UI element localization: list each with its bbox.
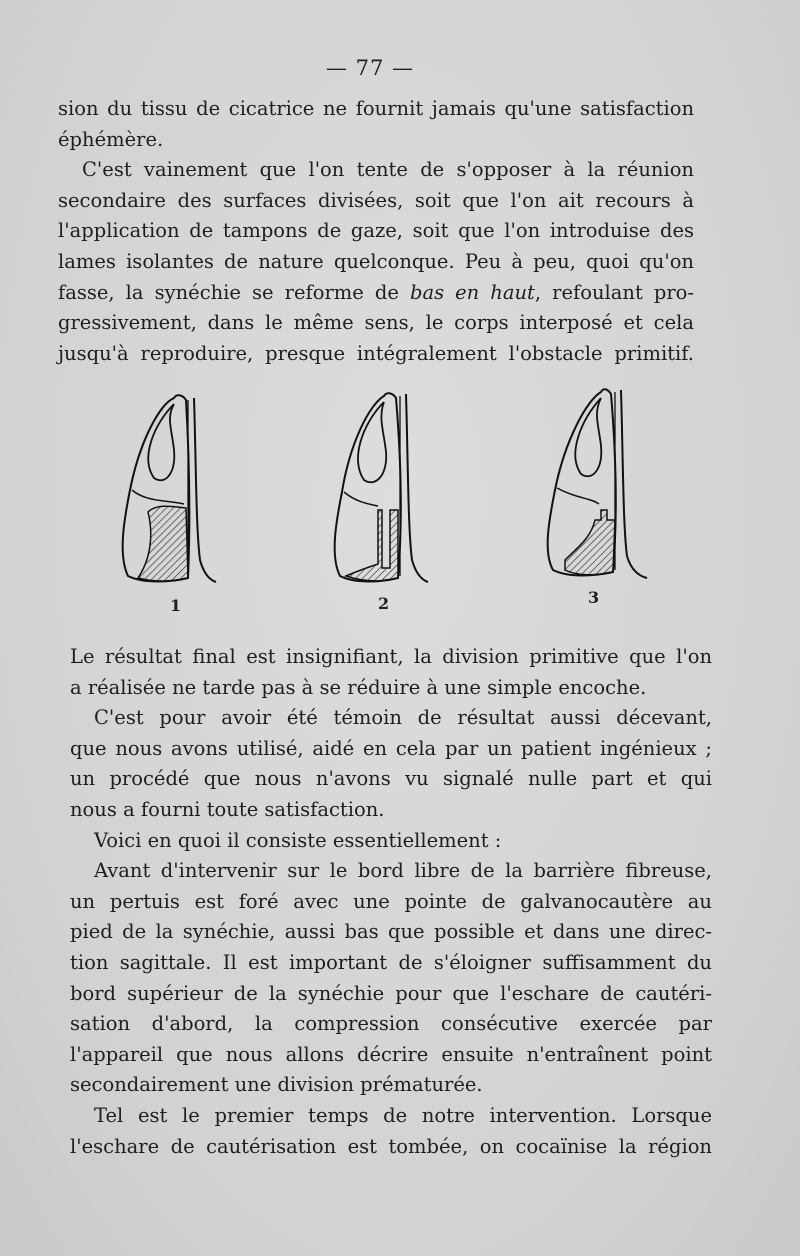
text-line: Voici en quoi il consiste essentiellement : xyxy=(94,828,502,852)
text-line: bord supérieur de la synéchie pour que l'eschare de cautéri- xyxy=(70,981,712,1005)
text-line: éphémère. xyxy=(58,127,164,151)
figure-3-diagram xyxy=(535,380,665,590)
text-line: Le résultat final est insignifiant, la division primitive que l'on xyxy=(70,645,712,668)
text-line: lames isolantes de nature quelconque. Peu à peu, quoi qu'on xyxy=(58,249,694,273)
text-line: un procédé que nous n'avons vu signalé nulle part et qui xyxy=(70,767,712,791)
figure-1-diagram xyxy=(110,380,240,590)
figure-label: 1 xyxy=(170,596,182,615)
text-line: jusqu'à reproduire, presque intégralement l'obstacle primitif. xyxy=(58,341,694,365)
text-line: l'appareil que nous allons décrire ensuite n'entraînent point xyxy=(70,1042,712,1066)
text-line: que nous avons utilisé, aidé en cela par un patient ingénieux ; xyxy=(70,736,712,760)
figure-label: 3 xyxy=(588,588,600,607)
text-line: sation d'abord, la compression consécutive exercée par xyxy=(70,1012,712,1036)
text-line: nous a fourni toute satisfaction. xyxy=(70,797,385,821)
text-block-top xyxy=(58,94,694,369)
italic-phrase: bas en haut xyxy=(409,280,535,304)
text-block-bottom xyxy=(70,642,712,1162)
text-line: Avant d'intervenir sur le bord libre de la barrière fibreuse, xyxy=(94,859,712,883)
text-line: pied de la synéchie, aussi bas que possible et dans une direc- xyxy=(70,920,712,944)
text-fragment: , refoulant pro- xyxy=(534,280,694,304)
page-number: — 77 — xyxy=(325,56,415,80)
text-line: secondairement une division prématurée. xyxy=(70,1073,483,1097)
text-line: l'eschare de cautérisation est tombée, on cocaïnise la région xyxy=(70,1134,712,1158)
text-line: un pertuis est foré avec une pointe de galvanocautère au xyxy=(70,889,712,913)
figure-label: 2 xyxy=(378,594,390,613)
text-line: sion du tissu de cicatrice ne fournit jamais qu'une satisfaction xyxy=(58,97,694,120)
text-line: gressivement, dans le même sens, le corps interposé et cela xyxy=(58,311,694,335)
text-line xyxy=(58,278,694,309)
text-line: l'application de tampons de gaze, soit que l'on introduise des xyxy=(58,219,694,243)
text-fragment: fasse, la synéchie se reforme de xyxy=(58,280,399,304)
figures-row xyxy=(110,380,650,620)
text-line: Tel est le premier temps de notre intervention. Lorsque xyxy=(94,1103,712,1127)
text-line: C'est vainement que l'on tente de s'opposer à la réunion xyxy=(82,158,694,182)
text-line: a réalisée ne tarde pas à se réduire à une simple encoche. xyxy=(70,675,647,699)
text-line: secondaire des surfaces divisées, soit que l'on ait recours à xyxy=(58,188,694,212)
text-line: C'est pour avoir été témoin de résultat aussi décevant, xyxy=(94,706,712,730)
figure-2-diagram xyxy=(320,380,450,590)
text-line: tion sagittale. Il est important de s'éloigner suffisamment du xyxy=(70,950,712,974)
